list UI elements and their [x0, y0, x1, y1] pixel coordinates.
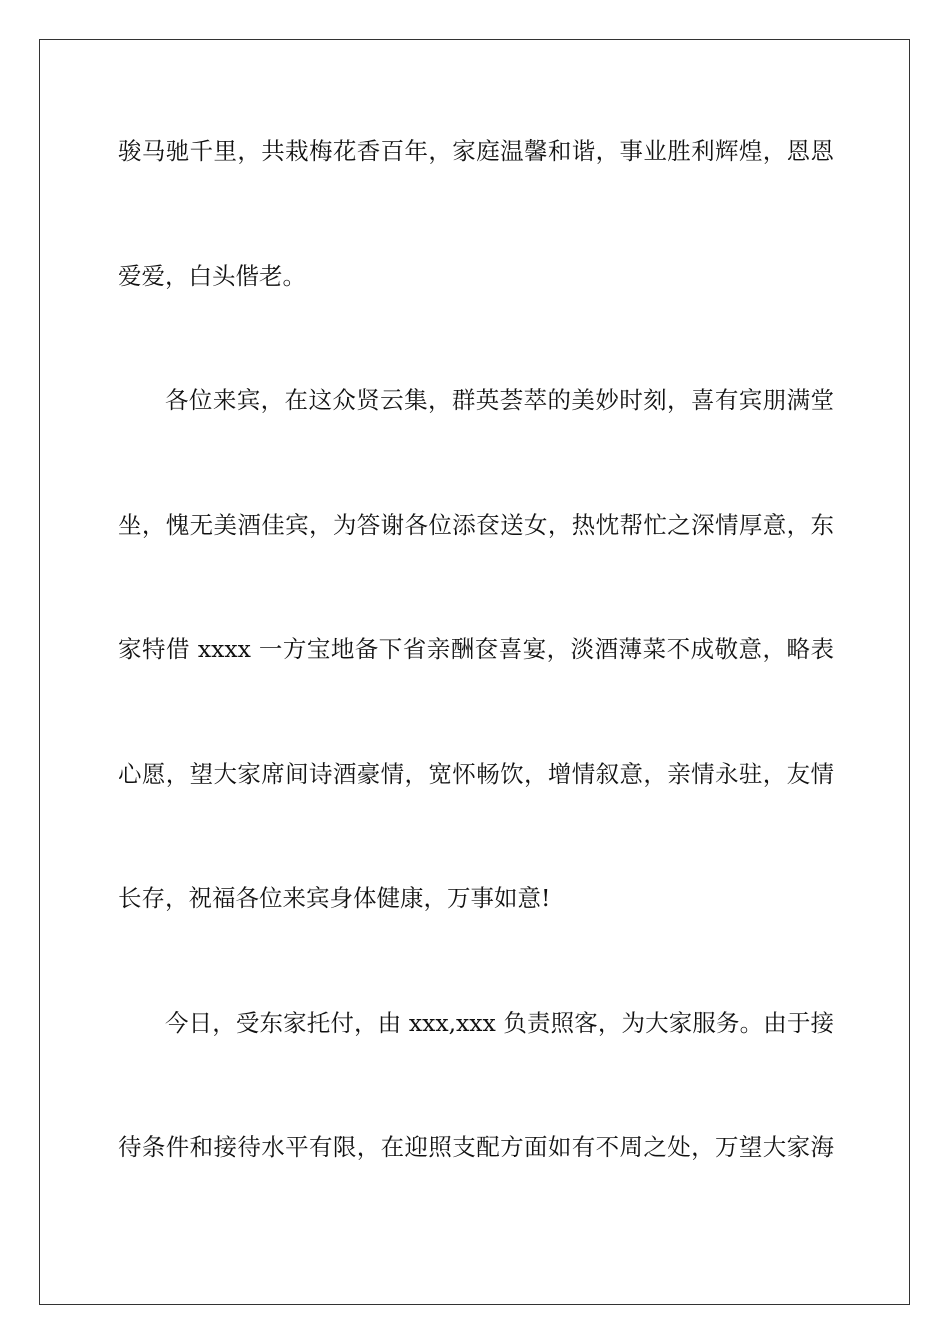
- paragraph-1-line-1: 骏马驰千里，共栽梅花香百年，家庭温馨和谐，事业胜利辉煌，恩恩: [118, 137, 834, 165]
- paragraph-2-line-1: 各位来宾，在这众贤云集，群英荟萃的美妙时刻，喜有宾朋满堂: [165, 386, 834, 414]
- paragraph-1-line-2: 爱爱，白头偕老。: [118, 262, 306, 290]
- paragraph-2-line-4: 心愿，望大家席间诗酒豪情，宽怀畅饮，增情叙意，亲情永驻，友情: [118, 760, 834, 788]
- paragraph-2-line-2: 坐，愧无美酒佳宾，为答谢各位添奁送女，热忱帮忙之深情厚意，东: [118, 511, 834, 539]
- page-border: [39, 39, 910, 1305]
- paragraph-3-line-2: 待条件和接待水平有限，在迎照支配方面如有不周之处，万望大家海: [118, 1133, 834, 1161]
- paragraph-2-line-5: 长存，祝福各位来宾身体健康，万事如意!: [118, 884, 551, 912]
- paragraph-3-line-1: 今日，受东家托付，由 xxx,xxx 负责照客，为大家服务。由于接: [165, 1009, 834, 1037]
- paragraph-2-line-3: 家特借 xxxx 一方宝地备下省亲酬奁喜宴，淡酒薄菜不成敬意，略表: [118, 635, 834, 663]
